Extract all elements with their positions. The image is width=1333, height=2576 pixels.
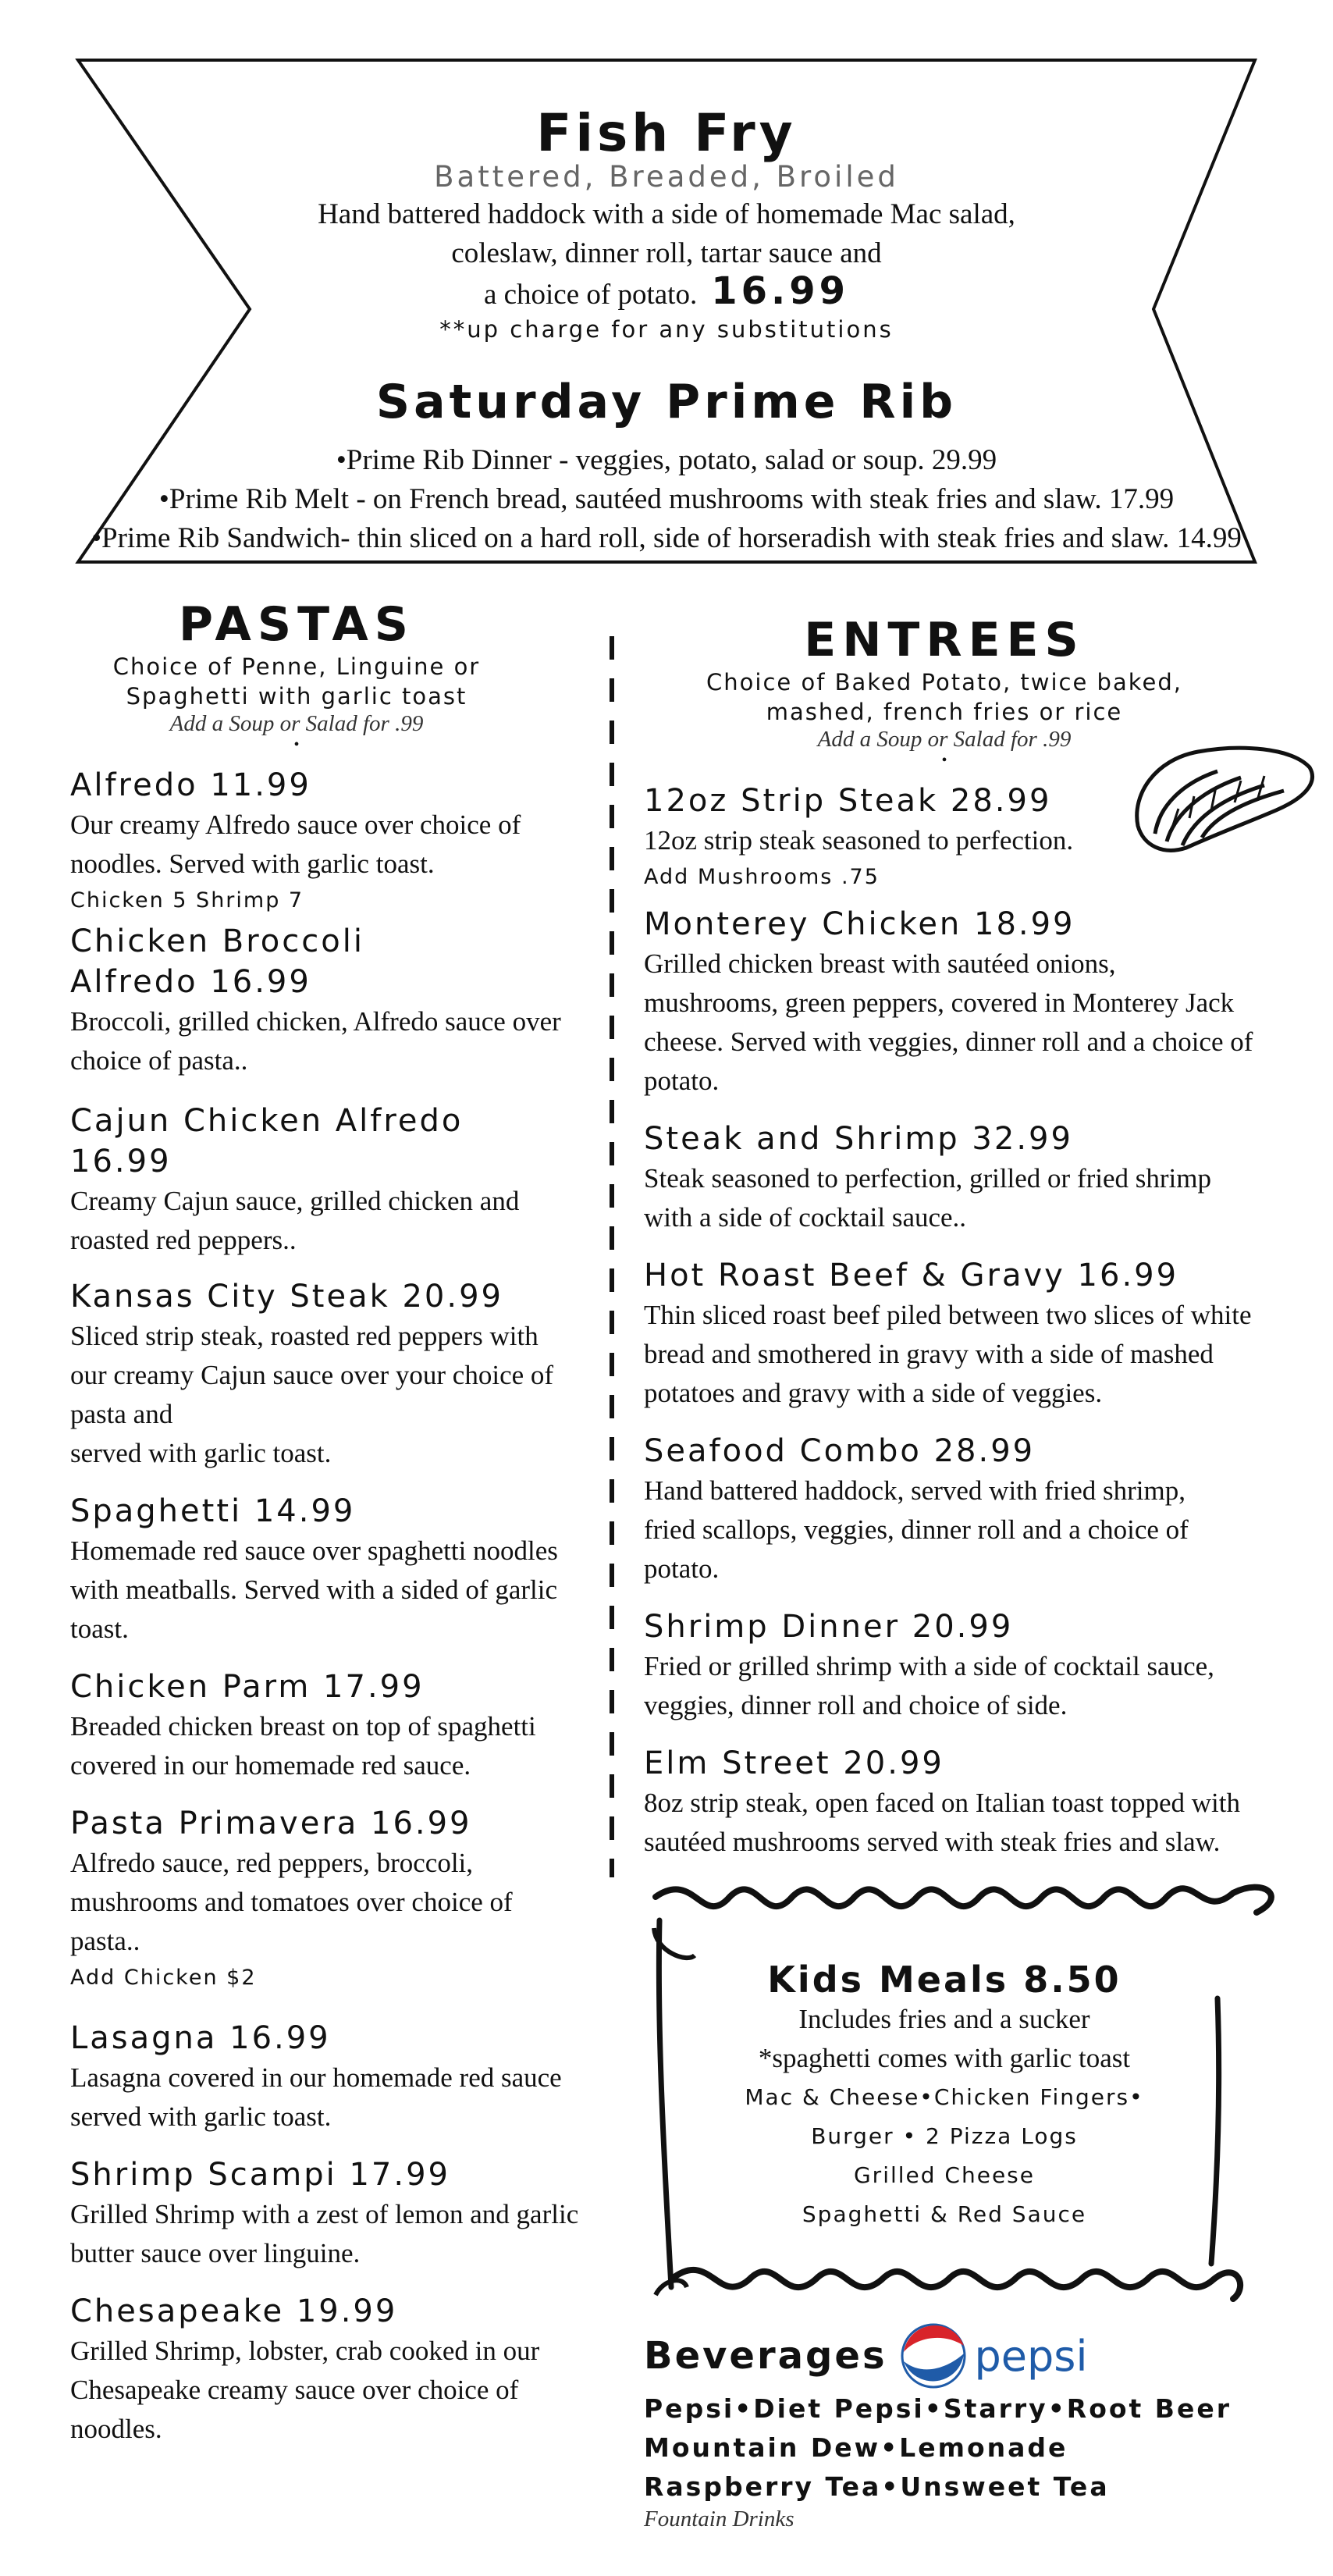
entree-item-desc: 12oz strip steak seasoned to perfection. — [644, 825, 1074, 856]
pasta-item-desc: with meatballs. Served with a sided of garlic — [70, 1574, 558, 1605]
prime-rib-line-3: •Prime Rib Sandwich- thin sliced on a hard roll, side of horseradish with steak fries and slaw. 14.99 — [91, 522, 1242, 554]
entree-item-title: Seafood Combo 28.99 — [644, 1433, 1036, 1469]
pasta-item-scampi — [70, 2154, 601, 2273]
fish-fry-desc-1: Hand battered haddock with a side of homemade Mac salad, — [318, 198, 1015, 230]
beverage-line: Raspberry Tea•Unsweet Tea — [644, 2471, 1110, 2502]
entree-item-strip-steak — [644, 781, 1268, 895]
pasta-item-title: Chicken Broccoli — [70, 923, 364, 959]
entree-item-title: Elm Street 20.99 — [644, 1745, 944, 1781]
pasta-item-alfredo — [70, 765, 601, 918]
pastas-sub-2: Spaghetti with garlic toast — [126, 683, 467, 710]
pasta-item-desc: Alfredo sauce, red peppers, broccoli, — [70, 1848, 474, 1878]
entree-item-desc: Fried or grilled shrimp with a side of cocktail sauce, — [644, 1651, 1214, 1681]
entree-item-seafood-combo — [644, 1431, 1268, 1589]
entrees-sub-1: Choice of Baked Potato, twice baked, — [706, 669, 1182, 696]
pepsi-logo-icon — [900, 2322, 967, 2389]
pasta-item-desc: noodles. — [70, 2414, 162, 2444]
beverages-title: Beverages — [644, 2334, 887, 2378]
pasta-item-title: Chicken Parm 17.99 — [70, 1669, 425, 1705]
fish-fry-desc-2: coleslaw, dinner roll, tartar sauce and — [451, 237, 882, 269]
entree-item-extra: Add Mushrooms .75 — [644, 865, 880, 889]
entree-item-desc: with a side of cocktail sauce.. — [644, 1202, 967, 1233]
pastas-dot: • — [293, 736, 300, 753]
pastas-header — [31, 597, 562, 753]
pasta-item-desc: served with garlic toast. — [70, 1438, 332, 1468]
entree-item-desc: sautéed mushrooms served with steak fries and slaw. — [644, 1827, 1221, 1857]
pasta-item-desc: pasta.. — [70, 1926, 140, 1956]
pasta-item-desc: toast. — [70, 1614, 129, 1644]
entree-item-desc: Thin sliced roast beef piled between two slices of white — [644, 1300, 1252, 1330]
pasta-item-cajun — [70, 1101, 601, 1260]
pasta-item-title: Kansas City Steak 20.99 — [70, 1279, 503, 1315]
entree-item-desc: bread and smothered in gravy with a side of mashed — [644, 1339, 1214, 1369]
fish-fry-desc-3: a choice of potato. — [483, 279, 698, 311]
entree-item-desc: mushrooms, green peppers, covered in Monterey Jack — [644, 987, 1235, 1018]
pasta-item-chicken-broccoli — [70, 921, 601, 1080]
entree-item-steak-shrimp — [644, 1119, 1268, 1237]
kids-line: *spaghetti comes with garlic toast — [758, 2043, 1131, 2073]
entree-item-desc: 8oz strip steak, open faced on Italian toast topped with — [644, 1788, 1240, 1818]
pasta-item-title: Pasta Primavera 16.99 — [70, 1806, 472, 1841]
pasta-item-desc: covered in our homemade red sauce. — [70, 1750, 471, 1781]
pasta-item-desc: Our creamy Alfredo sauce over choice of — [70, 809, 521, 840]
pasta-item-title: Chesapeake 19.99 — [70, 2293, 398, 2329]
pasta-item-desc: noodles. Served with garlic toast. — [70, 849, 435, 879]
kids-line: Includes fries and a sucker — [798, 2004, 1090, 2034]
pepsi-wordmark: pepsi — [974, 2331, 1088, 2381]
entree-item-desc: cheese. Served with veggies, dinner roll and a choice of — [644, 1026, 1253, 1057]
kids-option: Grilled Cheese — [853, 2162, 1035, 2188]
entree-item-title: Hot Roast Beef & Gravy 16.99 — [644, 1258, 1179, 1293]
fish-fry-subtitle: Battered, Breaded, Broiled — [434, 160, 899, 194]
beverage-line: Pepsi•Diet Pepsi•Starry•Root Beer — [644, 2393, 1232, 2424]
pasta-item-chicken-parm — [70, 1667, 601, 1785]
pasta-item-desc: Broccoli, grilled chicken, Alfredo sauce over — [70, 1006, 561, 1037]
entrees-dot: • — [941, 752, 947, 769]
pasta-item-desc: roasted red peppers.. — [70, 1225, 297, 1255]
pasta-item-title: Cajun Chicken Alfredo — [70, 1103, 464, 1139]
prime-rib-line-2: •Prime Rib Melt - on French bread, sautéed mushrooms with steak fries and slaw. 17.99 — [158, 483, 1175, 515]
entree-item-title: Steak and Shrimp 32.99 — [644, 1121, 1073, 1157]
fish-fry-price: 16.99 — [711, 269, 850, 313]
kids-option: Mac & Cheese•Chicken Fingers• — [745, 2084, 1144, 2110]
pasta-item-lasagna — [70, 2018, 601, 2137]
pasta-item-desc: mushrooms and tomatoes over choice of — [70, 1887, 513, 1917]
pasta-item-desc: Breaded chicken breast on top of spaghetti — [70, 1711, 536, 1742]
entree-item-title: 12oz Strip Steak 28.99 — [644, 783, 1052, 819]
prime-rib-line-1: •Prime Rib Dinner - veggies, potato, salad or soup. 29.99 — [336, 444, 997, 476]
kids-title: Kids Meals 8.50 — [767, 1959, 1121, 2001]
pasta-item-desc: Creamy Cajun sauce, grilled chicken and — [70, 1186, 520, 1216]
pasta-item-desc: pasta and — [70, 1399, 173, 1429]
pasta-item-extra: Add Chicken $2 — [70, 1966, 257, 1990]
fish-fry-price-line — [0, 269, 1333, 315]
pasta-item-chesapeake — [70, 2291, 601, 2449]
entrees-note: Add a Soup or Salad for .99 — [817, 727, 1072, 752]
entree-item-roast-beef — [644, 1255, 1268, 1413]
entree-item-desc: Hand battered haddock, served with fried shrimp, — [644, 1475, 1185, 1506]
entree-item-desc: veggies, dinner roll and choice of side. — [644, 1690, 1068, 1720]
entree-item-desc: Steak seasoned to perfection, grilled or fried shrimp — [644, 1163, 1212, 1194]
pasta-item-extra: Chicken 5 Shrimp 7 — [70, 888, 304, 913]
pasta-item-desc: served with garlic toast. — [70, 2101, 332, 2132]
entree-item-shrimp-dinner — [644, 1606, 1268, 1725]
entree-item-desc: potato. — [644, 1553, 720, 1584]
pasta-item-desc: butter sauce over linguine. — [70, 2238, 361, 2268]
pasta-item-title: 16.99 — [70, 1144, 172, 1179]
prime-rib-title: Saturday Prime Rib — [375, 375, 958, 429]
pasta-item-desc: Homemade red sauce over spaghetti noodles — [70, 1535, 558, 1566]
fish-fry-title: Fish Fry — [536, 103, 797, 163]
beverage-line: Mountain Dew•Lemonade — [644, 2432, 1068, 2463]
pasta-item-title: Spaghetti 14.99 — [70, 1493, 356, 1529]
entree-item-elm-street — [644, 1743, 1268, 1862]
beverages-section — [644, 2322, 1315, 2532]
column-divider — [606, 636, 618, 1877]
kids-option: Burger • 2 Pizza Logs — [811, 2123, 1078, 2149]
entrees-sub-2: mashed, french fries or rice — [766, 699, 1123, 725]
pasta-item-title: Alfredo 11.99 — [70, 767, 311, 803]
kids-meals-section — [648, 1959, 1241, 2234]
pasta-item-title: Shrimp Scampi 17.99 — [70, 2157, 450, 2193]
entree-item-desc: fried scallops, veggies, dinner roll and a choice of — [644, 1514, 1189, 1545]
entree-item-desc: potatoes and gravy with a side of veggies. — [644, 1378, 1103, 1408]
pasta-item-desc: Chesapeake creamy sauce over choice of — [70, 2375, 519, 2405]
entrees-title: ENTREES — [804, 613, 1085, 667]
pasta-item-desc: choice of pasta.. — [70, 1045, 248, 1076]
pastas-title: PASTAS — [178, 597, 415, 652]
beverages-header — [644, 2322, 1315, 2389]
pasta-item-desc: Grilled Shrimp with a zest of lemon and garlic — [70, 2199, 579, 2229]
pasta-item-spaghetti — [70, 1491, 601, 1649]
pastas-sub-1: Choice of Penne, Linguine or — [112, 653, 481, 680]
pasta-item-desc: our creamy Cajun sauce over your choice of — [70, 1360, 554, 1390]
pasta-item-primavera — [70, 1803, 601, 1995]
entree-item-title: Monterey Chicken 18.99 — [644, 906, 1075, 942]
pasta-item-kansas — [70, 1276, 601, 1473]
beverages-note: Fountain Drinks — [644, 2507, 794, 2532]
pasta-item-title: Alfredo 16.99 — [70, 964, 311, 1000]
fish-fry-note: **up charge for any substitutions — [439, 316, 894, 343]
entree-item-monterey — [644, 904, 1268, 1101]
pasta-item-desc: Sliced strip steak, roasted red peppers with — [70, 1321, 539, 1351]
pasta-item-desc: Lasagna covered in our homemade red sauce — [70, 2062, 562, 2093]
entree-item-desc: Grilled chicken breast with sautéed onions, — [644, 948, 1116, 979]
pasta-item-title: Lasagna 16.99 — [70, 2020, 331, 2056]
entree-item-title: Shrimp Dinner 20.99 — [644, 1609, 1014, 1645]
entree-item-desc: potato. — [644, 1066, 720, 1096]
pastas-note: Add a Soup or Salad for .99 — [169, 711, 424, 736]
pasta-item-desc: Grilled Shrimp, lobster, crab cooked in our — [70, 2336, 540, 2366]
kids-option: Spaghetti & Red Sauce — [802, 2201, 1087, 2227]
